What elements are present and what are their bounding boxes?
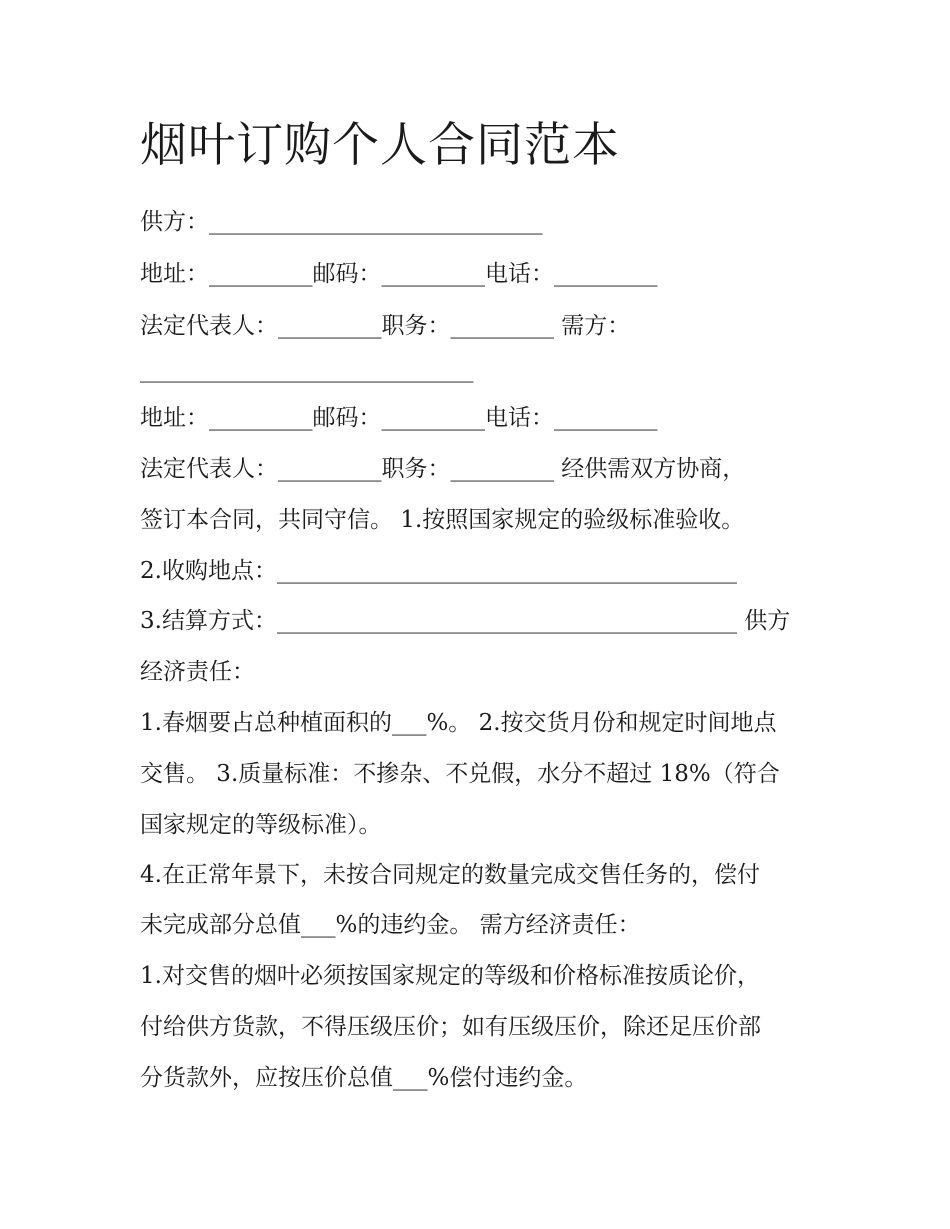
supplier-clause-2: 交售。 3.质量标准：不掺杂、不兑假，水分不超过 18%（符合 — [140, 761, 780, 787]
contract-intro-line: 签订本合同，共同守信。 1.按照国家规定的验级标准验收。 — [140, 507, 745, 533]
buyer-clause-1: 1.对交售的烟叶必须按国家规定的等级和价格标准按质论价， — [140, 963, 760, 989]
purchase-location-line: 2.收购地点：________________________________________ — [140, 558, 737, 584]
supplier-responsibility-heading: 经济责任： — [140, 659, 255, 685]
document-title: 烟叶订购个人合同范本 — [140, 118, 620, 173]
settlement-method-line: 3.结算方式：________________________________________ 供方 — [140, 608, 791, 634]
buyer-clause-3: 分货款外，应按压价总值___%偿付违约金。 — [140, 1065, 588, 1091]
buyer-address-line: 地址：_________邮码：_________电话：_________ — [140, 405, 658, 431]
supplier-line: 供方：_____________________________ — [140, 209, 543, 235]
supplier-address-line: 地址：_________邮码：_________电话：_________ — [140, 261, 658, 287]
supplier-clause-1: 1.春烟要占总种植面积的___%。 2.按交货月份和规定时间地点 — [140, 710, 777, 736]
supplier-clause-4: 4.在正常年景下，未按合同规定的数量完成交售任务的，偿付 — [140, 862, 760, 888]
buyer-representative-line: 法定代表人：_________职务：_________ 经供需双方协商， — [140, 456, 746, 482]
supplier-clause-3: 国家规定的等级标准）。 — [140, 812, 382, 838]
buyer-blank-line: _____________________________ — [140, 357, 474, 383]
supplier-representative-line: 法定代表人：_________职务：_________ 需方： — [140, 313, 631, 339]
buyer-responsibility-heading: 未完成部分总值___%的违约金。 需方经济责任： — [140, 912, 641, 938]
buyer-clause-2: 付给供方货款，不得压级压价；如有压级压价，除还足压价部 — [140, 1014, 761, 1040]
